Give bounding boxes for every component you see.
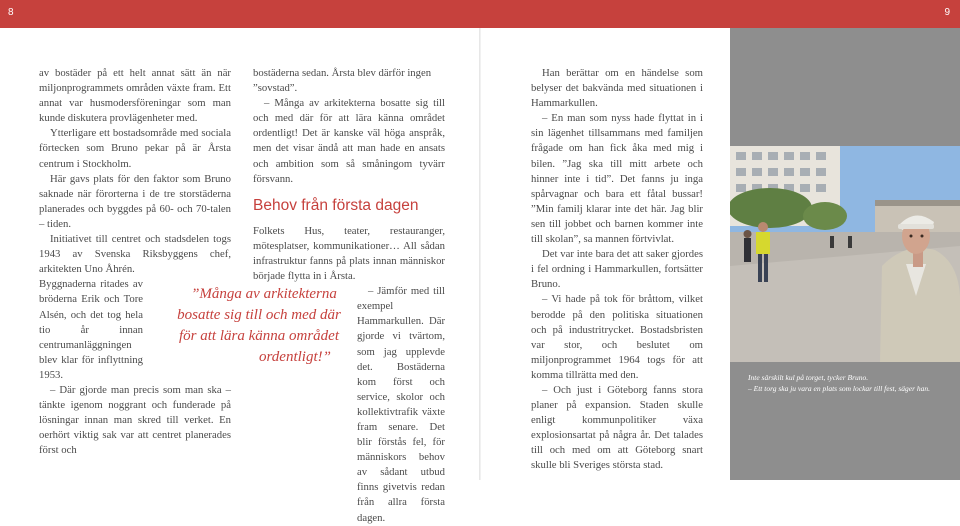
paragraph-wrapped-around-quote: Byggnaderna ritades av bröderna Erik och Tore Alsén, och det tog hela tio år innan centrumanläggningen blev klar för inflyttning 1953. <box>39 278 143 381</box>
paragraph: Här gavs plats för den faktor som Bruno saknade när förorterna i de tre storstäderna planerades och byggdes på 60- och 70-talen – tiden. <box>39 172 231 230</box>
top-color-bar <box>0 0 960 28</box>
pull-quote <box>168 284 350 368</box>
page-number-left: 8 <box>8 7 14 18</box>
paragraph: – Vi hade på tok för bråttom, vilket berodde på den politiska situationen och på industritrycket. Bostadsbristen var stor, och beslutet om miljonprogrammet 1964 togs för att komma tillrätta med den. <box>531 293 703 381</box>
text-column-3 <box>531 66 703 474</box>
paragraph: – Många av arkitekterna bosatte sig till och med där för att lära känna området ordentligt! Det är kanske väl höga anspråk, men det visar ändå att man hade en ansats och ambition som så småningom tyvärr försvann. <box>253 97 445 185</box>
text-column-1 <box>39 66 231 458</box>
paragraph: Folkets Hus, teater, restauranger, mötesplatser, kommunikationer… All sådan infrastruktur fanns på plats innan människor började flytta in i Årsta. <box>253 224 445 283</box>
paragraph: – En man som nyss hade flyttat in i sin lägenhet tillsammans med familjen frågade om han fick åka med mig i bilen. ”Jag ska till mitt arbete och hinner inte i tid”. Det fanns ju inga spårvagnar och bara ett fåtal bussar! ”Min familj klarar inte det här. Jag blir sen till jobbet och barnen kommer inte till skolan”, sa mannen förtvivlat. <box>531 112 703 246</box>
paragraph: Initiativet till centret och stadsdelen togs 1943 av Svenska Riksbyggens chef, arkitekten Uno Åhrén. <box>39 233 231 276</box>
caption-line: Inte särskilt kul på torget, tycker Bruno. <box>748 373 869 382</box>
paragraph: av bostäder på ett helt annat sätt än när miljonprogrammets områden växte fram. Ett annat var husmodersföreningar som man kunde diskutera provlägenheter med. <box>39 67 231 125</box>
pull-quote-line: för att lära känna området <box>179 328 339 344</box>
photo-caption <box>748 372 960 394</box>
paragraph: bostäderna sedan. Årsta blev därför ingen ”sovstad”. <box>253 67 432 95</box>
page-number-right: 9 <box>944 7 950 18</box>
section-heading: Behov från första dagen <box>253 196 419 214</box>
paragraph: Det var inte bara det att saker gjordes i fel ordning i Hammarkullen, fortsätter Bruno. <box>531 248 703 291</box>
paragraph: – Och just i Göteborg fanns stora planer på expansion. Staden skulle enligt kommunpolitiker växa explosionsartat på några år. Det talades till och med om att Göteborg snart skulle bli Sveriges största stad. <box>531 383 703 472</box>
paragraph-wrapped-around-quote: – Jämför med till exempel Hammarkullen. Där gjorde vi tvärtom, som jag upplevde det. Bostäderna kom först och service, skolor och kollektivtrafik växte fram senare. Det blir förstås fel, för människors behov av sådant utbud finns givetvis redan från allra första dagen. <box>357 285 445 524</box>
paragraph: Han berättar om en händelse som belyser det bakvända med situationen i Hammarkullen. <box>531 67 703 110</box>
street-photo <box>730 146 960 362</box>
caption-line: – Ett torg ska ju vara en plats som lockar till fest, säger han. <box>748 384 931 393</box>
pull-quote-line: bosatte sig till och med där <box>177 307 341 323</box>
book-spine-divider <box>479 28 481 480</box>
photo-panel <box>730 28 960 480</box>
paragraph: Ytterligare ett bostadsområde med sociala förtecken som Bruno pekar på är Årsta centrum i Stockholm. <box>39 127 231 170</box>
pull-quote-line: ”Många av arkitekterna <box>191 286 337 302</box>
pull-quote-line: ordentligt!” <box>259 349 331 365</box>
paragraph: – Där gjorde man precis som man ska – tänkte igenom noggrant och funderade på lösningar innan man skred till verket. En oerhört viktig sak var att centret planerades först och <box>39 383 231 457</box>
